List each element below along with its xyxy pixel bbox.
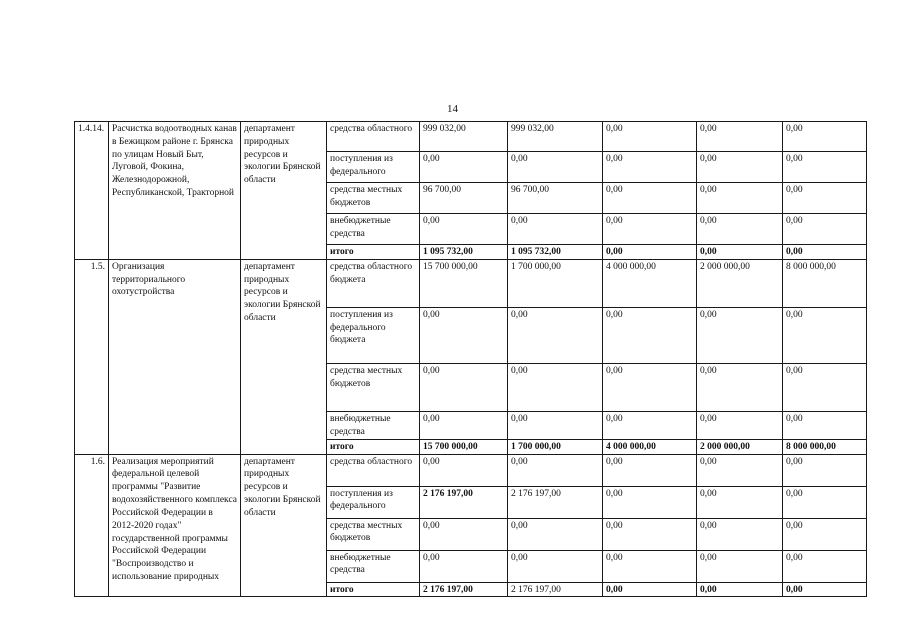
item-title: Организация территориального охотустройства	[109, 259, 241, 454]
source-label: средства областного	[327, 122, 420, 152]
value-cell: 0,00	[783, 183, 867, 214]
value-cell: 0,00	[603, 122, 697, 152]
value-cell: 0,00	[697, 363, 783, 411]
value-cell: 2 000 000,00	[697, 439, 783, 454]
value-cell: 0,00	[603, 582, 697, 597]
value-cell: 0,00	[508, 214, 603, 245]
value-cell: 0,00	[603, 214, 697, 245]
value-cell: 0,00	[783, 411, 867, 439]
value-cell: 0,00	[603, 363, 697, 411]
source-label: средства областного бюджета	[327, 259, 420, 307]
source-label: итого	[327, 245, 420, 260]
value-cell: 4 000 000,00	[603, 259, 697, 307]
value-cell: 1 700 000,00	[508, 439, 603, 454]
value-cell: 0,00	[697, 214, 783, 245]
value-cell: 0,00	[783, 245, 867, 260]
value-cell: 0,00	[783, 122, 867, 152]
table-row	[75, 122, 867, 152]
value-cell: 0,00	[783, 486, 867, 518]
value-cell: 0,00	[420, 307, 508, 363]
source-label: поступления из федерального	[327, 152, 420, 183]
value-cell: 4 000 000,00	[603, 439, 697, 454]
source-label: внебюджетные средства	[327, 214, 420, 245]
value-cell: 1 095 732,00	[508, 245, 603, 260]
value-cell: 0,00	[420, 363, 508, 411]
value-cell: 2 176 197,00	[420, 582, 508, 597]
value-cell: 1 095 732,00	[420, 245, 508, 260]
source-label: средства местных бюджетов	[327, 363, 420, 411]
value-cell: 999 032,00	[508, 122, 603, 152]
value-cell: 0,00	[697, 550, 783, 582]
value-cell: 0,00	[697, 486, 783, 518]
source-label: средства местных бюджетов	[327, 518, 420, 550]
value-cell: 0,00	[697, 152, 783, 183]
value-cell: 0,00	[697, 245, 783, 260]
value-cell: 0,00	[508, 550, 603, 582]
source-label: средства областного	[327, 454, 420, 486]
table-row	[75, 454, 867, 486]
value-cell: 0,00	[420, 152, 508, 183]
value-cell: 2 000 000,00	[697, 259, 783, 307]
item-title: Реализация мероприятий федеральной целевой программы "Развитие водохозяйственного комплекса Российской Федерации в 2012-2020 годах" государственной программы Российской Федерации "Воспроизводство и использование природных	[109, 454, 241, 597]
value-cell: 0,00	[603, 307, 697, 363]
value-cell: 0,00	[603, 518, 697, 550]
value-cell: 0,00	[420, 518, 508, 550]
item-number: 1.5.	[75, 259, 109, 454]
value-cell: 0,00	[697, 183, 783, 214]
value-cell: 0,00	[783, 518, 867, 550]
value-cell: 8 000 000,00	[783, 439, 867, 454]
value-cell: 999 032,00	[420, 122, 508, 152]
value-cell: 0,00	[420, 550, 508, 582]
value-cell: 0,00	[508, 518, 603, 550]
value-cell: 0,00	[697, 122, 783, 152]
value-cell: 0,00	[420, 454, 508, 486]
value-cell: 0,00	[783, 363, 867, 411]
value-cell: 0,00	[603, 245, 697, 260]
budget-table	[74, 121, 867, 597]
value-cell: 0,00	[783, 454, 867, 486]
value-cell: 0,00	[603, 152, 697, 183]
item-executor: департамент природных ресурсов и экологии Брянской области	[241, 259, 327, 454]
value-cell: 0,00	[508, 411, 603, 439]
value-cell: 0,00	[420, 411, 508, 439]
value-cell: 0,00	[783, 152, 867, 183]
value-cell: 0,00	[508, 307, 603, 363]
page-number: 14	[447, 103, 458, 115]
value-cell: 0,00	[603, 454, 697, 486]
value-cell: 0,00	[420, 214, 508, 245]
source-label: поступления из федерального	[327, 486, 420, 518]
value-cell: 0,00	[697, 454, 783, 486]
item-title: Расчистка водоотводных канав в Бежицком районе г. Брянска по улицам Новый Быт, Луговой, Фокина, Железнодорожной, Республиканской, Тракторной	[109, 122, 241, 260]
value-cell: 2 176 197,00	[508, 582, 603, 597]
item-number: 1.6.	[75, 454, 109, 597]
source-label: внебюджетные средства	[327, 550, 420, 582]
value-cell: 0,00	[697, 582, 783, 597]
value-cell: 0,00	[603, 550, 697, 582]
value-cell: 0,00	[783, 582, 867, 597]
value-cell: 0,00	[783, 307, 867, 363]
source-label: поступления из федерального бюджета	[327, 307, 420, 363]
value-cell: 15 700 000,00	[420, 439, 508, 454]
value-cell: 0,00	[697, 307, 783, 363]
item-number: 1.4.14.	[75, 122, 109, 260]
value-cell: 0,00	[603, 486, 697, 518]
source-label: итого	[327, 439, 420, 454]
item-executor: департамент природных ресурсов и экологии Брянской области	[241, 122, 327, 260]
value-cell: 2 176 197,00	[420, 486, 508, 518]
table-row	[75, 259, 867, 307]
value-cell: 0,00	[603, 411, 697, 439]
source-label: внебюджетные средства	[327, 411, 420, 439]
value-cell: 0,00	[508, 152, 603, 183]
value-cell: 0,00	[603, 183, 697, 214]
value-cell: 0,00	[783, 550, 867, 582]
value-cell: 15 700 000,00	[420, 259, 508, 307]
value-cell: 96 700,00	[508, 183, 603, 214]
value-cell: 1 700 000,00	[508, 259, 603, 307]
source-label: итого	[327, 582, 420, 597]
value-cell: 0,00	[697, 518, 783, 550]
value-cell: 96 700,00	[420, 183, 508, 214]
value-cell: 8 000 000,00	[783, 259, 867, 307]
item-executor: департамент природных ресурсов и экологии Брянской области	[241, 454, 327, 597]
value-cell: 0,00	[783, 214, 867, 245]
value-cell: 0,00	[697, 411, 783, 439]
value-cell: 2 176 197,00	[508, 486, 603, 518]
value-cell: 0,00	[508, 363, 603, 411]
value-cell: 0,00	[508, 454, 603, 486]
source-label: средства местных бюджетов	[327, 183, 420, 214]
